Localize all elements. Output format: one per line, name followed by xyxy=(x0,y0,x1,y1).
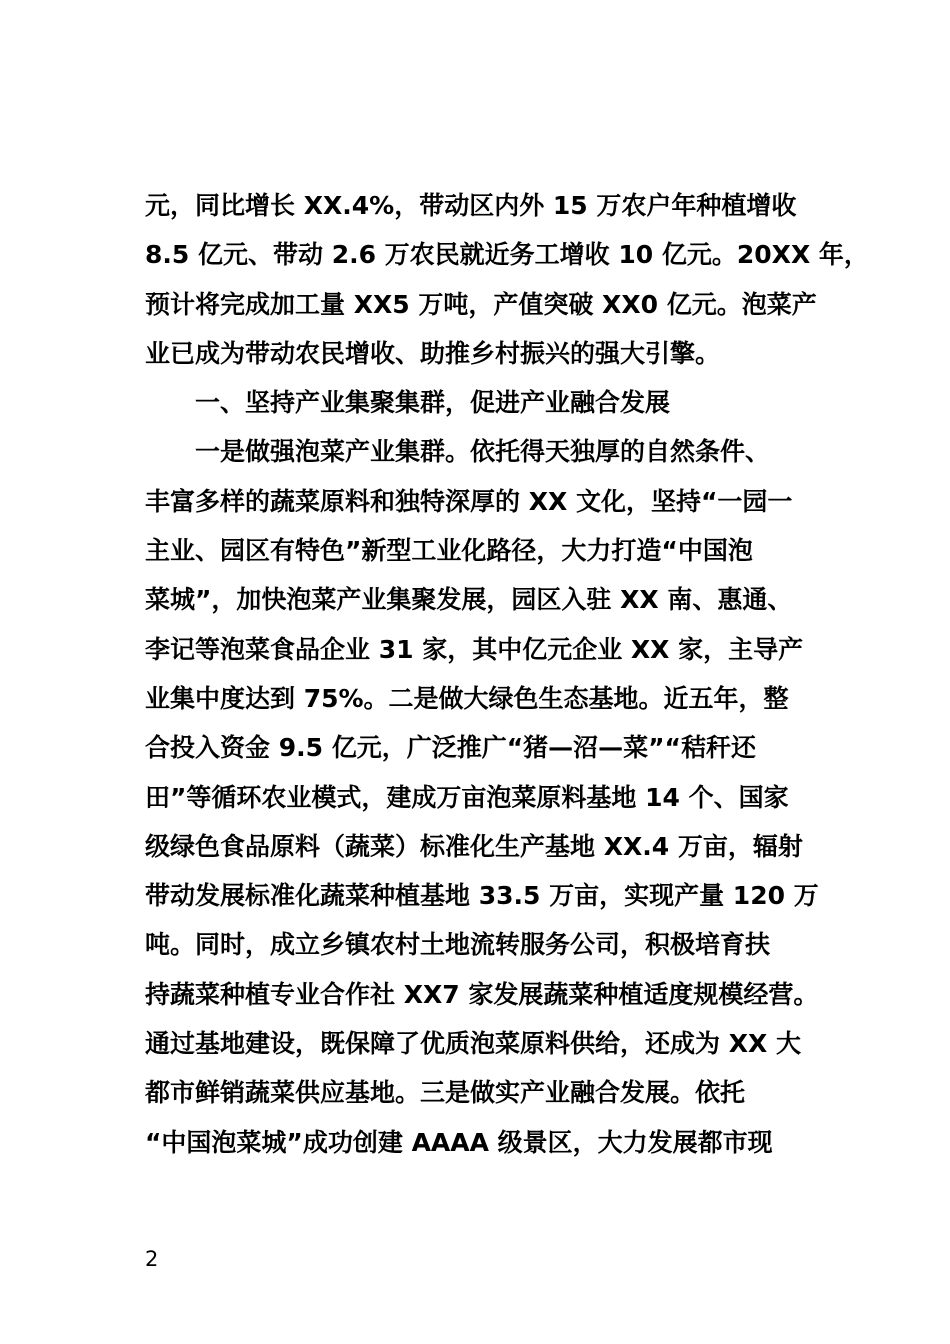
text-line: 8.5 亿元、带动 2.6 万农民就近务工增收 10 亿元。20XX 年， xyxy=(145,240,869,270)
text-line: 李记等泡菜食品企业 31 家，其中亿元企业 XX 家，主导产 xyxy=(145,634,804,664)
text-line: 菜城”，加快泡菜产业集聚发展，园区入驻 XX 南、惠通、 xyxy=(145,585,793,615)
text-line: 田”等循环农业模式，建成万亩泡菜原料基地 14 个、国家 xyxy=(145,782,789,812)
text-line: “中国泡菜城”成功创建 AAAA 级景区，大力发展都市现 xyxy=(145,1127,773,1157)
text-line: 业已成为带动农民增收、助推乡村振兴的强大引擎。 xyxy=(145,338,721,368)
text-line: 业集中度达到 75%。二是做大绿色生态基地。近五年，整 xyxy=(145,683,789,713)
body-text xyxy=(145,181,869,1167)
text-line: 吨。同时，成立乡镇农村土地流转服务公司，积极培育扶 xyxy=(145,930,771,960)
text-line: 持蔬菜种植专业合作社 XX7 家发展蔬菜种植适度规模经营。 xyxy=(145,979,819,1009)
text-line: 元，同比增长 XX.4%，带动区内外 15 万农户年种植增收 xyxy=(145,191,797,220)
section-heading: 一、坚持产业集聚集群，促进产业融合发展 xyxy=(195,388,671,418)
text-line: 通过基地建设，既保障了优质泡菜原料供给，还成为 XX 大 xyxy=(145,1029,801,1059)
page-number: 2 xyxy=(145,1247,159,1271)
text-line: 合投入资金 9.5 亿元，广泛推广“猪—沼—菜”“秸秆还 xyxy=(145,733,756,763)
text-line: 主业、园区有特色”新型工业化路径，大力打造“中国泡 xyxy=(145,536,753,566)
text-line: 都市鲜销蔬菜供应基地。三是做实产业融合发展。依托 xyxy=(145,1078,746,1108)
text-line: 一是做强泡菜产业集群。依托得天独厚的自然条件、 xyxy=(195,437,771,467)
text-line: 预计将完成加工量 XX5 万吨，产值突破 XX0 亿元。泡菜产 xyxy=(145,289,817,319)
text-line: 丰富多样的蔬菜原料和独特深厚的 XX 文化，坚持“一园一 xyxy=(145,486,793,516)
text-line: 级绿色食品原料（蔬菜）标准化生产基地 XX.4 万亩，辐射 xyxy=(145,831,803,861)
text-line: 带动发展标准化蔬菜种植基地 33.5 万亩，实现产量 120 万 xyxy=(145,881,819,911)
